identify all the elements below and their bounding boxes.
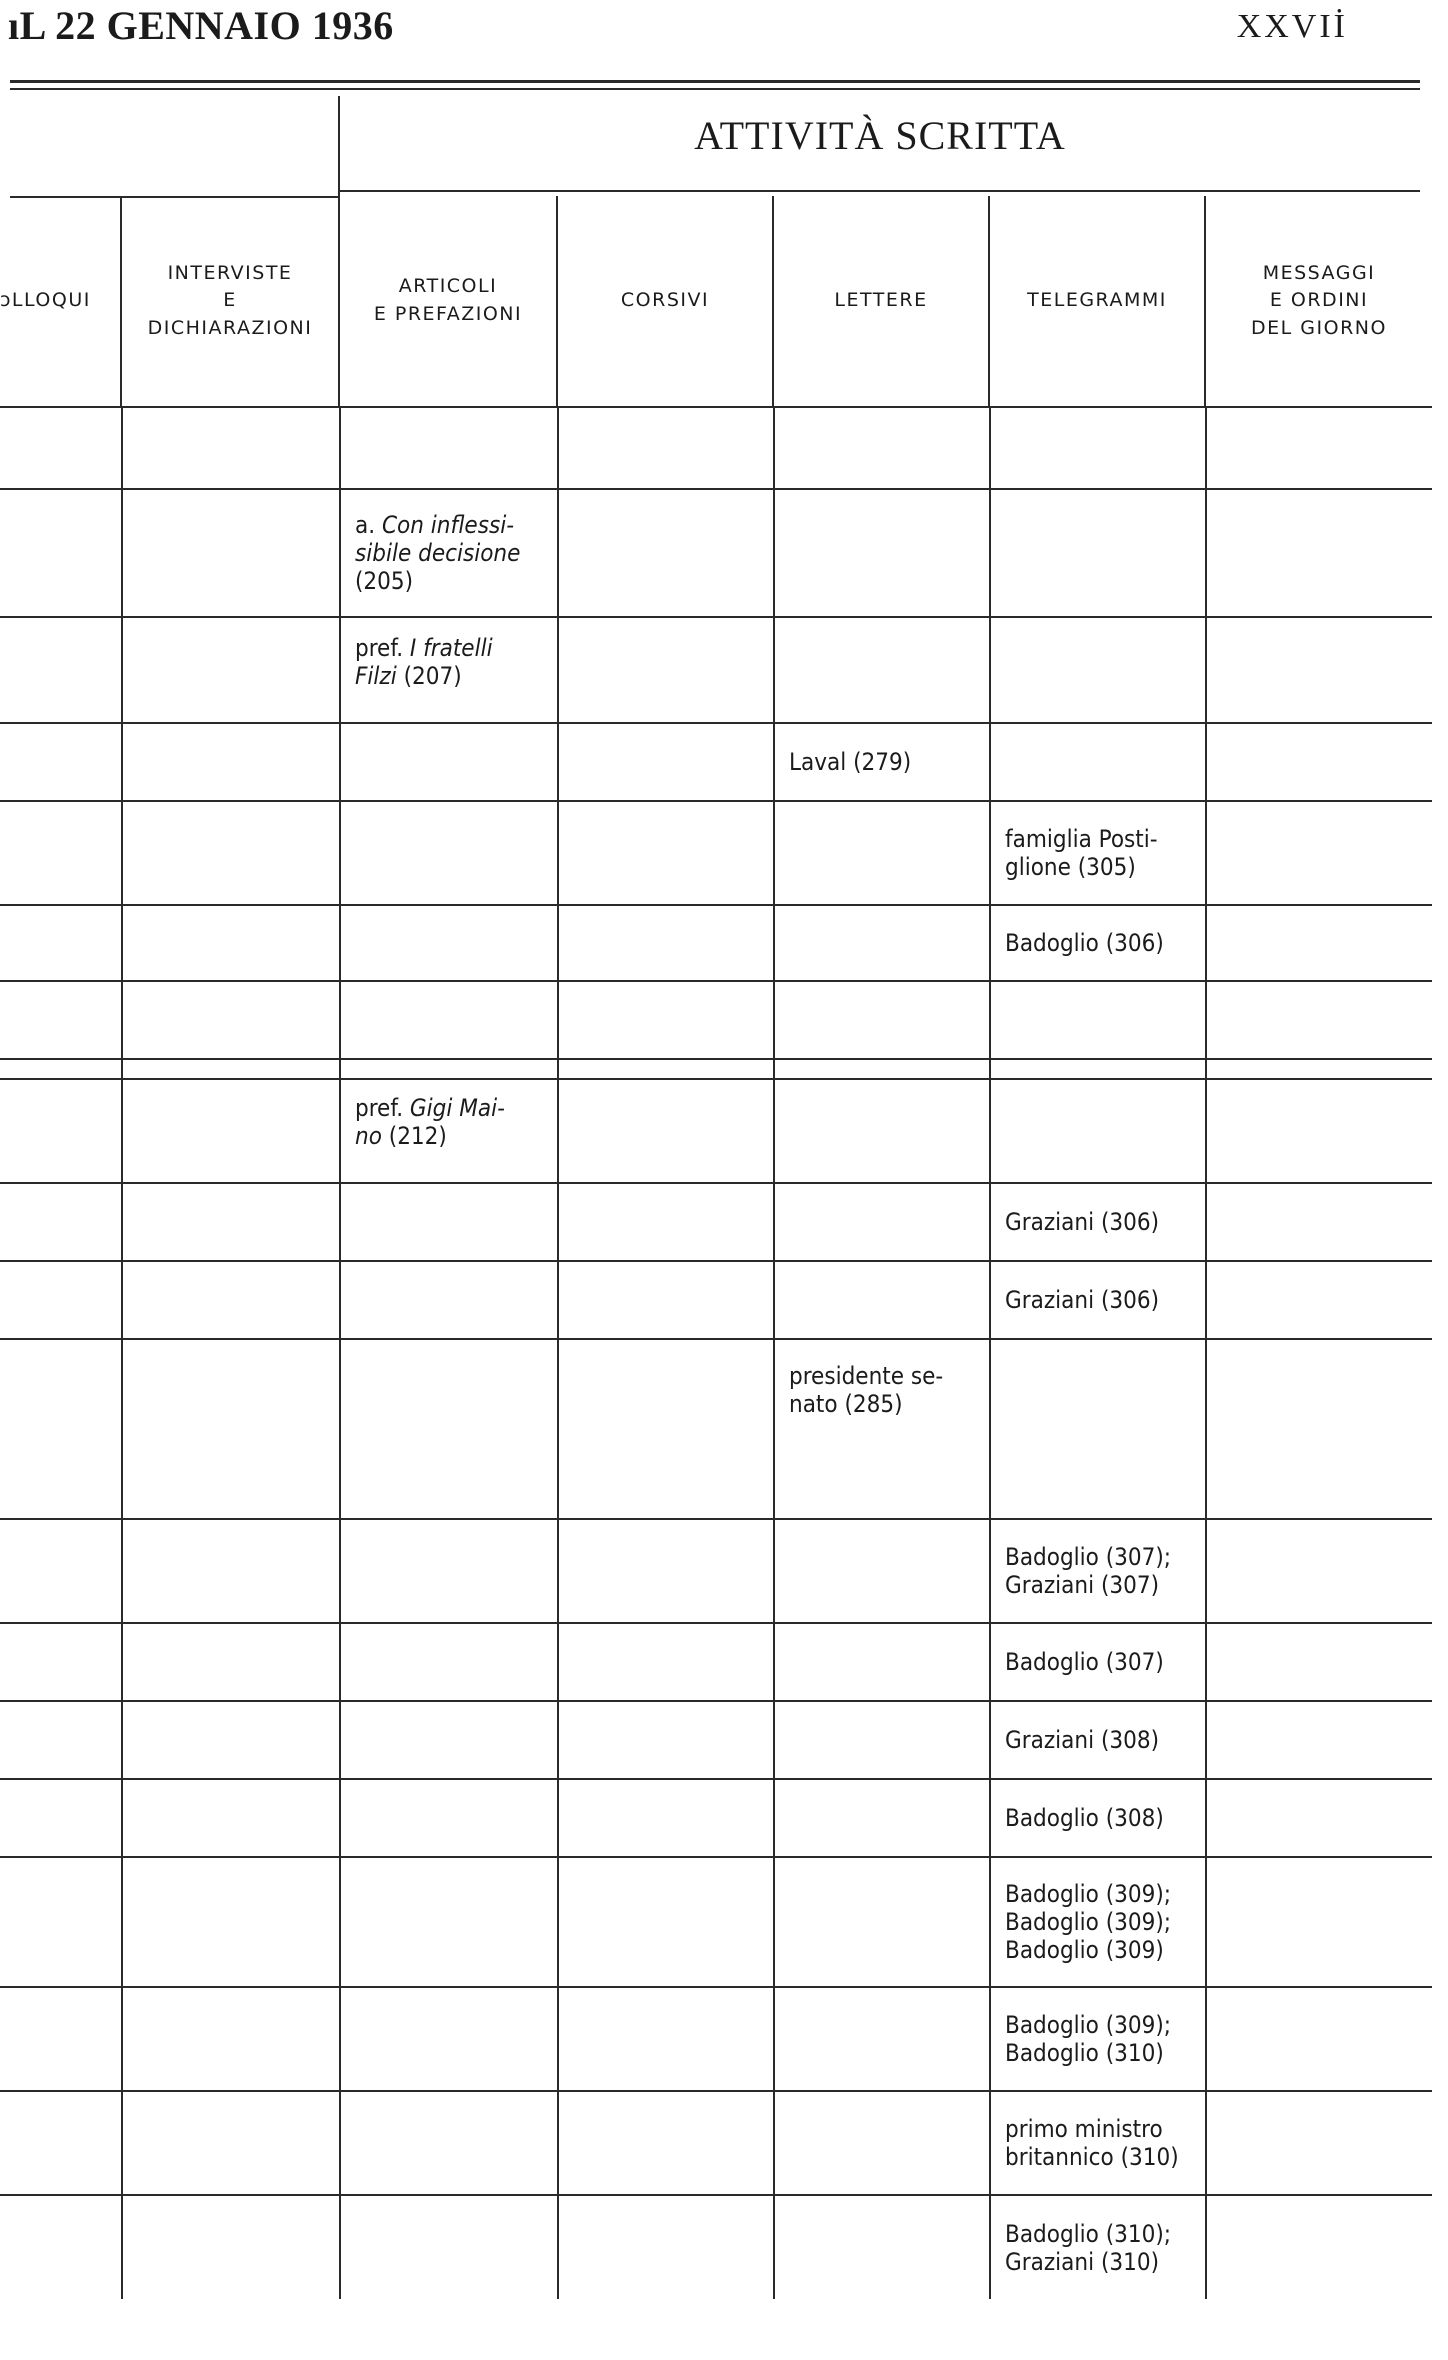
top-rule-thin [10,88,1420,90]
table-row [0,1261,1432,1339]
table-cell-telegrammi: Graziani (308) [990,1701,1206,1779]
table-row [0,1701,1432,1779]
col-header-telegrammi: TELEGRAMMI [1027,289,1167,312]
table-cell-telegrammi: Badoglio (309); Badoglio (310) [990,1987,1206,2091]
table-cell-lettere: Laval (279) [774,723,990,801]
table-cell-telegrammi: Badoglio (307) [990,1623,1206,1701]
col-header-corsivi: CORSIVI [620,289,710,312]
table-row [0,1519,1432,1623]
table-row [0,1183,1432,1261]
table-row [0,1079,1432,1183]
section-title-bottom-rule [338,190,1420,192]
table-cell-telegrammi: Graziani (306) [990,1183,1206,1261]
section-title: ATTIVITÀ SCRITTA [694,113,1066,158]
col-header-articoli: ARTICOLI E PREFAZIONI [373,275,523,325]
table-row [0,1987,1432,2091]
col-header-interviste: INTERVISTE E DICHIARAZIONI [147,261,313,339]
table-cell-lettere: presidente se- nato (285) [774,1339,990,1519]
table-cell-telegrammi: Badoglio (310); Graziani (310) [990,2195,1206,2299]
table-row [0,723,1432,801]
table-cell-articoli: pref. I fratelli Filzi (207) [340,617,558,723]
table-cell-telegrammi: Badoglio (306) [990,905,1206,981]
table-cell-telegrammi: primo ministro britannico (310) [990,2091,1206,2195]
col-header-messaggi: MESSAGGI E ORDINI DEL GIORNO [1251,261,1387,339]
table-row [0,617,1432,723]
table-cell-telegrammi: Badoglio (308) [990,1779,1206,1857]
table-row [0,1779,1432,1857]
table-row [0,1339,1432,1519]
table-cell-articoli: pref. Gigi Mai- no (212) [340,1079,558,1183]
table-row [0,2091,1432,2195]
table-row [0,801,1432,905]
table-cell-telegrammi: Graziani (306) [990,1261,1206,1339]
page-number: XXVIİ [1236,8,1348,45]
activity-table [0,406,1432,2299]
table-cell-telegrammi: Badoglio (307); Graziani (307) [990,1519,1206,1623]
table-cell-telegrammi: famiglia Posti- glione (305) [990,801,1206,905]
table-row [0,905,1432,981]
table-row [0,1623,1432,1701]
table-row [0,1059,1432,1079]
col-header-lettere: LETTERE [834,289,928,312]
table-row [0,2195,1432,2299]
table-row [0,489,1432,617]
table-row [0,407,1432,489]
running-head-date: ıL 22 GENNAIO 1936 [8,3,394,48]
table-cell-articoli: a. Con inflessi- sibile decisione (205) [340,489,558,617]
top-rule [10,80,1420,83]
table-row [0,981,1432,1059]
table-row [0,1857,1432,1987]
table-cell-telegrammi: Badoglio (309); Badoglio (309); Badoglio (309) [990,1857,1206,1987]
col-header-colloqui: ɔLLOQUI [0,289,91,312]
